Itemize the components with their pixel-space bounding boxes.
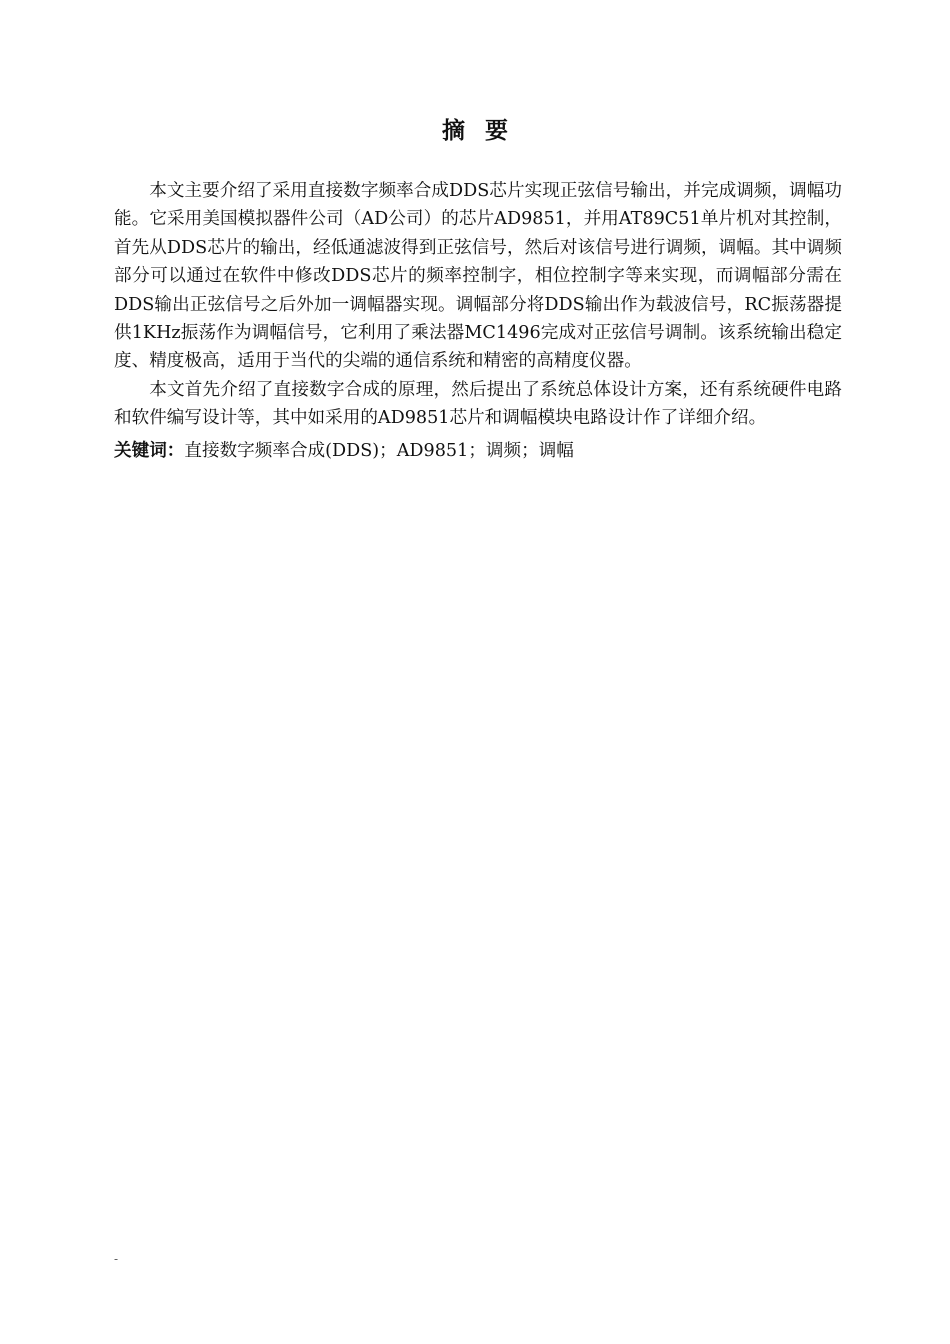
keywords-label: 关键词：: [114, 440, 185, 461]
abstract-title: 摘要: [442, 118, 528, 144]
abstract-paragraph-2: 本文首先介绍了直接数字合成的原理，然后提出了系统总体设计方案，还有系统硬件电路和软件编写设计等，其中如采用的AD9851芯片和调幅模块电路设计作了详细介绍。: [114, 379, 842, 429]
keywords-line: [114, 437, 842, 465]
page-footer-mark: -: [114, 1252, 119, 1266]
abstract-paragraph-1: 本文主要介绍了采用直接数字频率合成DDS芯片实现正弦信号输出，并完成调频，调幅功能。它采用美国模拟器件公司（AD公司）的芯片AD9851，并用AT89C51单片机对其控制，首先从DDS芯片的输出，经低通滤波得到正弦信号，然后对该信号进行调频，调幅。其中调频部分可以通过在软件中修改DDS芯片的频率控制字，相位控制字等来实现，而调幅部分需在DDS输出正弦信号之后外加一调幅器实现。调幅部分将DDS输出作为载波信号，RC振荡器提供1KHz振荡作为调幅信号，它利用了乘法器MC1496完成对正弦信号调制。该系统输出稳定度、精度极高，适用于当代的尖端的通信系统和精密的高精度仪器。: [114, 181, 842, 372]
abstract-body: [114, 177, 842, 465]
keywords-value: 直接数字频率合成(DDS)；AD9851；调频；调幅: [184, 440, 574, 461]
